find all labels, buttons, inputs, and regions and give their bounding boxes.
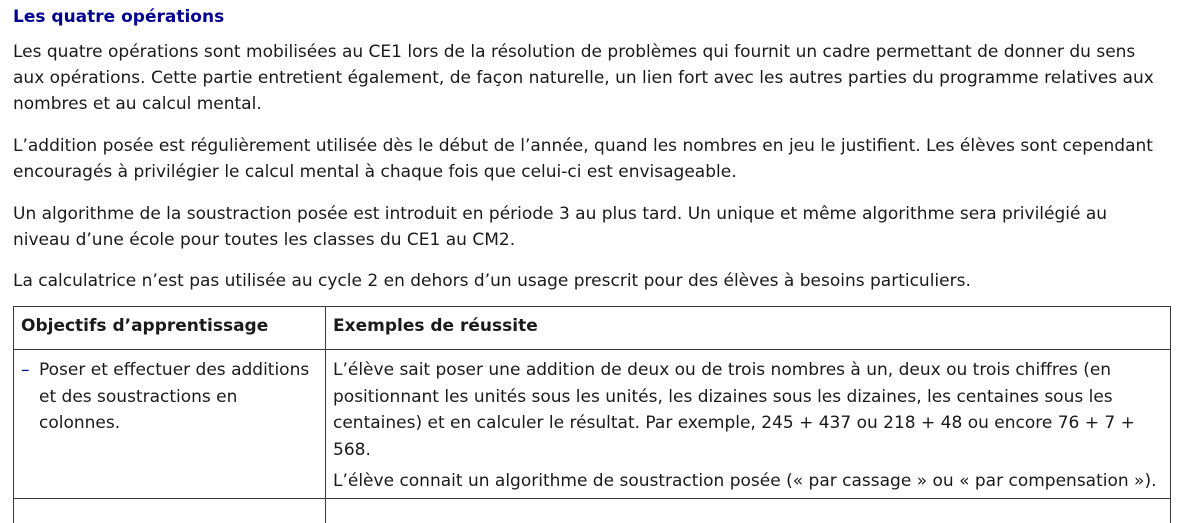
table-row-partial	[14, 498, 1171, 523]
objectives-table	[13, 306, 1171, 523]
section-title: Les quatre opérations	[13, 7, 225, 27]
header-examples: Exemples de réussite	[326, 307, 1171, 350]
objective-text: Poser et effectuer des additions et des soustractions en colonnes.	[39, 360, 310, 433]
example-subtraction: L’élève connait un algorithme de soustraction posée (« par cassage » ou « par compensation »).	[333, 471, 1157, 491]
header-objectives: Objectifs d’apprentissage	[14, 307, 326, 350]
objective-cell	[14, 350, 326, 499]
paragraph-subtraction: Un algorithme de la soustraction posée est introduit en période 3 au plus tard. Un unique et même algorithme sera privilégié au niveau d’une école pour toutes les classes du CE1 au CM2.	[13, 204, 1108, 250]
partial-cell-right	[326, 498, 1171, 523]
paragraph-addition: L’addition posée est régulièrement utilisée dès le début de l’année, quand les nombres en jeu le justifient. Les élèves sont cependant encouragés à privilégier le calcul mental à chaque fois que celui-ci est envisageable.	[13, 136, 1153, 182]
example-addition: L’élève sait poser une addition de deux ou de trois nombres à un, deux ou trois chiffres (en positionnant les unités sous les unités, les dizaines sous les dizaines, les centaines sous les centaines) et en calculer le résultat. Par exemple, 245 + 437 ou 218 + 48 ou encore 76 + 7 + 568.	[333, 360, 1135, 460]
list-dash-icon: –	[21, 360, 30, 380]
paragraph-calculator: La calculatrice n’est pas utilisée au cycle 2 en dehors d’un usage prescrit pour des élèves à besoins particuliers.	[13, 271, 971, 291]
table-row	[14, 350, 1171, 499]
paragraph-intro: Les quatre opérations sont mobilisées au CE1 lors de la résolution de problèmes qui fournit un cadre permettant de donner du sens aux opérations. Cette partie entretient également, de façon naturelle, un lien fort avec les autres parties du programme relatives aux nombres et au calcul mental.	[13, 42, 1154, 114]
examples-cell	[326, 350, 1171, 499]
table-header-row	[14, 307, 1171, 350]
partial-cell-left	[14, 498, 326, 523]
objectives-table-wrapper	[13, 306, 1170, 523]
objective-item	[21, 357, 317, 437]
